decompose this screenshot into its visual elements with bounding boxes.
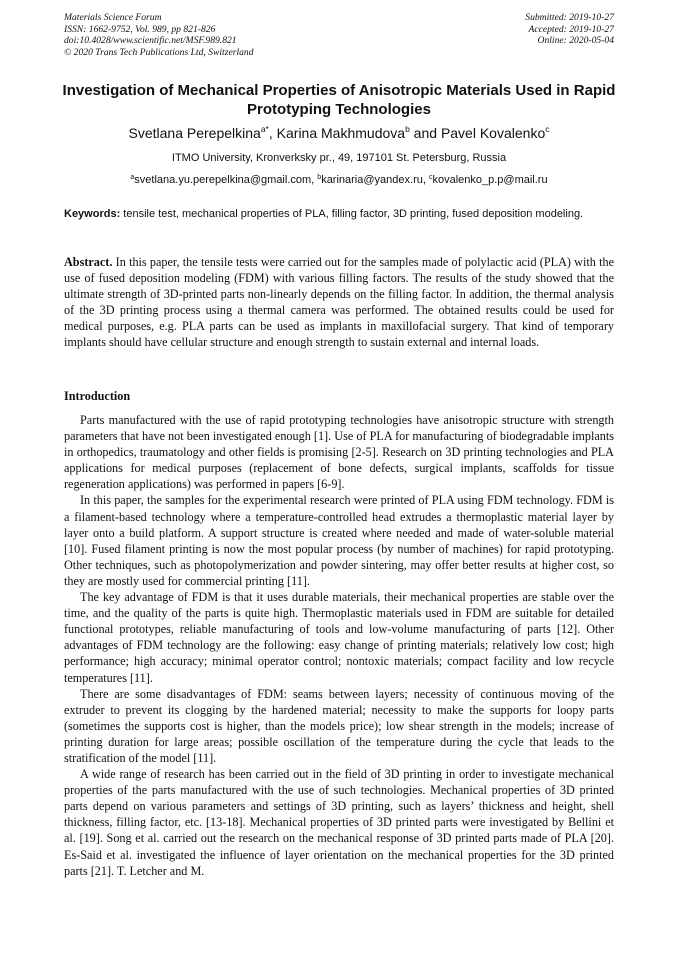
section-heading-introduction: Introduction [64, 389, 131, 403]
journal-copyright: © 2020 Trans Tech Publications Ltd, Switzerland [64, 46, 254, 58]
abstract-label: Abstract. [64, 255, 113, 269]
abstract [64, 254, 614, 351]
author-separator: and [409, 125, 441, 141]
affiliation: ITMO University, Kronverksky pr., 49, 197101 St. Petersburg, Russia [171, 152, 507, 164]
author-affiliation-mark: b [405, 124, 410, 134]
accepted-date: Accepted: 2019-10-27 [528, 23, 614, 35]
journal-name: Materials Science Forum [64, 12, 162, 23]
author-list [0, 125, 678, 141]
email-mark: c [428, 174, 433, 181]
paragraph: The key advantage of FDM is that it uses durable materials, their mechanical properties are stable over the time, and the quality of the parts is quite high. Thermoplastic materials used in FDM are suitable for detailed functional prototypes, reliable manufacturing of tools and low-volume manufacturing of parts [12]. Other advantages of FDM technology are the following: easy change of printing materials; relatively low cost; high performance; high accuracy; minimal operator control; nontoxic materials; compact facility and low recycle temperatures [11]. [64, 590, 614, 685]
author-affiliation-mark: a* [260, 124, 269, 134]
abstract-text: In this paper, the tensile tests were carried out for the samples made of polylactic acid (PLA) with the use of fused deposition modeling (FDM) with various filling factors. The results of the study showed that the ultimate strength of 3D-printed parts non-linearly depends on the filling factor. In addition, the thermal analysis of the 3D printing process using a thermal camera was performed. The obtained results could be used for medical purposes, e.g. PLA parts can be used as implants in maxillofacial surgery. That kind of temporary implants should have cellular structure and enough strength to sustain external and internal loads. [64, 255, 614, 350]
email-address: karinaria@yandex.ru, [321, 174, 429, 186]
submission-dates [525, 12, 614, 47]
author-name: Svetlana Perepelkina [128, 125, 261, 141]
submitted-date: Submitted: 2019-10-27 [525, 12, 614, 23]
paragraph: Parts manufactured with the use of rapid prototyping technologies have anisotropic structure with strength parameters that have not been investigated enough [1]. Use of PLA for manufacturing of biodegradable implants in orthopedics, traumatology and other fields is promising [2-5]. Research on 3D printing technologies and PLA applications for medical purposes (replacement of bone defects, surgical implants, scaffolds for tissue regeneration applications) was performed in papers [6-9]. [64, 413, 614, 492]
online-date: Online: 2020-05-04 [537, 35, 614, 47]
email-address: kovalenko_p.p@mail.ru [432, 174, 548, 186]
journal-info [64, 12, 254, 58]
journal-issn: ISSN: 1662-9752, Vol. 989, pp 821-826 [64, 23, 216, 35]
author-emails [0, 174, 678, 186]
journal-doi: doi:10.4028/www.scientific.net/MSF.989.821 [64, 35, 237, 47]
author-affiliation-mark: c [545, 124, 550, 134]
introduction-body [64, 412, 614, 879]
keywords-label: Keywords: [64, 208, 121, 220]
author-separator: , [268, 125, 277, 141]
author-name: Karina Makhmudova [276, 125, 406, 141]
keywords-text: tensile test, mechanical properties of PLA, filling factor, 3D printing, fused deposition modeling. [120, 208, 584, 220]
author-name: Pavel Kovalenko [440, 125, 546, 141]
paragraph: There are some disadvantages of FDM: seams between layers; necessity of continuous moving of the extruder to prevent its clogging by the hardened material; necessity to make the supports for loopy parts (sometimes the supports cost is higher, than the models price); low shear strength in the models; increase of printing duration for large areas; possible oscillation of the temperature during the cycle that leads to the stratification of the model [11]. [64, 686, 614, 765]
paragraph: A wide range of research has been carried out in the field of 3D printing in order to investigate mechanical properties of the parts manufactured with the use of such technologies. Mechanical properties of 3D printed parts depend on various parameters and settings of 3D printing, such as layers’ thickness and height, shell thickness, filling factor, etc. [13-18]. Mechanical properties of 3D printed parts were investigated by Bellini et al. [19]. Song et al. carried out the research on the mechanical response of 3D printed parts made of PLA [20]. Es-Said et al. investigated the influence of layer orientation on the mechanical properties for the 3D printed parts [21]. T. Letcher and M. [64, 767, 614, 878]
keywords [64, 207, 614, 222]
email-mark: a [130, 174, 135, 181]
email-address: svetlana.yu.perepelkina@gmail.com, [134, 174, 318, 186]
paragraph: In this paper, the samples for the experimental research were printed of PLA using FDM technology. FDM is a filament-based technology where a temperature-controlled head extrudes a thermoplastic material layer by layer onto a build platform. A support structure is created where needed and made of water-soluble material [10]. Fused filament printing is now the most popular process (by number of machines) for rapid prototyping. Other techniques, such as photopolymerization and powder sintering, may offer better results at higher cost, so they are mostly used for commercial printing [11]. [64, 493, 614, 588]
email-mark: b [317, 174, 322, 181]
paper-title: Investigation of Mechanical Properties of Anisotropic Materials Used in Rapid Prototyping Technologies [62, 82, 616, 118]
